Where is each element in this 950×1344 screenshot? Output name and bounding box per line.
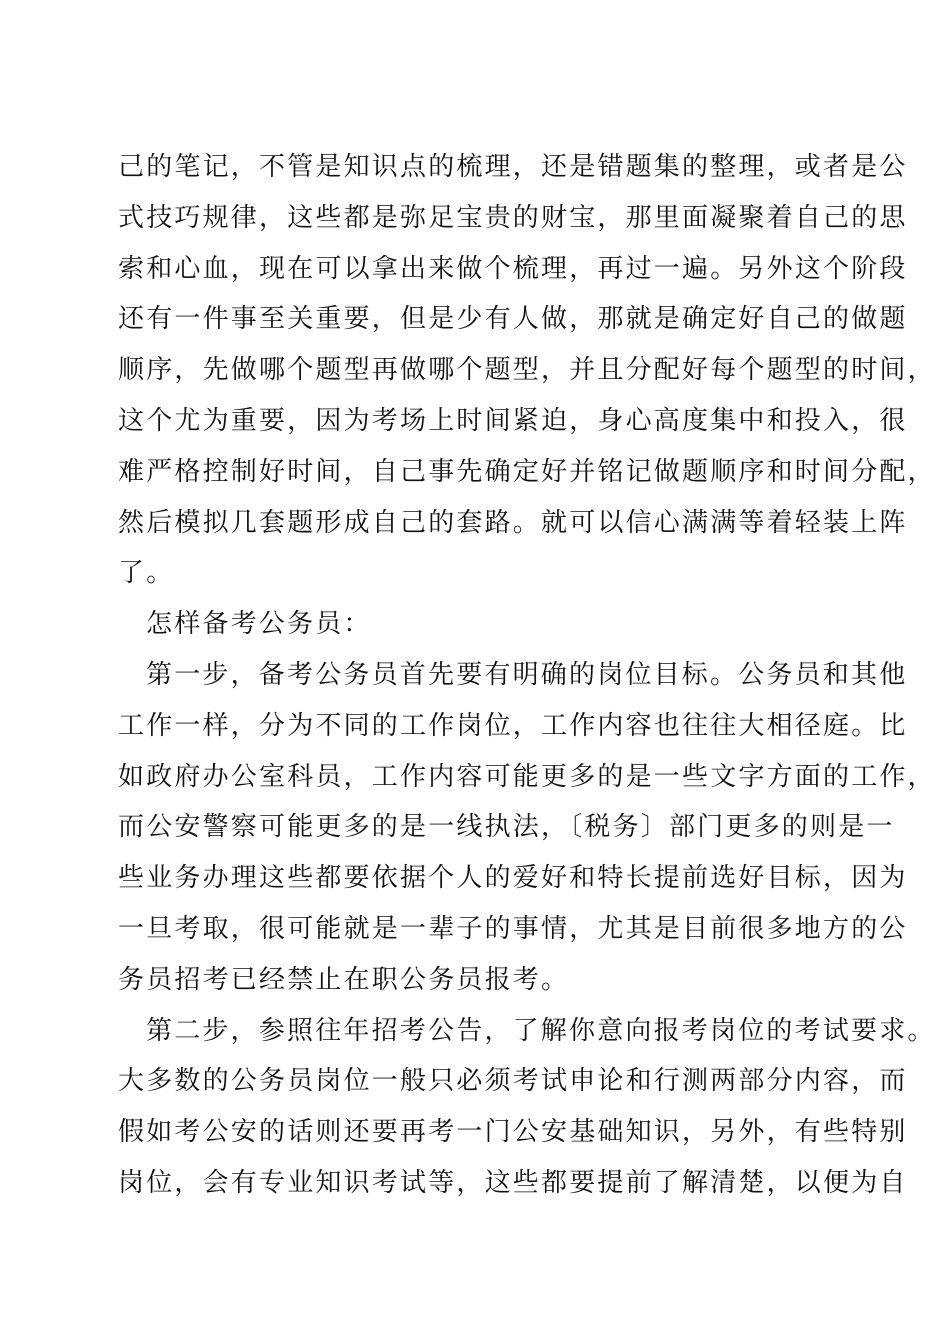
text-line: 假如考公安的话则还要再考一门公安基础知识，另外，有些特别 <box>118 1117 908 1148</box>
text-line: 而公安警察可能更多的是一线执法，〔税务〕部门更多的则是一 <box>118 812 895 843</box>
text-line: 工作一样，分为不同的工作岗位，工作内容也往往大相径庭。比 <box>118 710 908 741</box>
text-line: 务员招考已经禁止在职公务员报考。 <box>118 964 570 995</box>
text-line: 大多数的公务员岗位一般只必须考试申论和行测两部分内容，而 <box>118 1066 908 1097</box>
text-line: 岗位，会有专业知识考试等，这些都要提前了解清楚，以便为自 <box>118 1167 908 1198</box>
text-line: 如政府办公室科员，工作内容可能更多的是一些文字方面的工作， <box>118 761 936 792</box>
text-line: 式技巧规律，这些都是弥足宝贵的财宝，那里面凝聚着自己的思 <box>118 202 908 233</box>
text-line: 还有一件事至关重要，但是少有人做，那就是确定好自己的做题 <box>118 304 908 335</box>
text-line: 顺序，先做哪个题型再做哪个题型，并且分配好每个题型的时间， <box>118 355 936 386</box>
text-line: 些业务办理这些都要依据个人的爱好和特长提前选好目标，因为 <box>118 863 908 894</box>
text-line: 索和心血，现在可以拿出来做个梳理，再过一遍。另外这个阶段 <box>118 253 908 284</box>
text-line: 第一步，备考公务员首先要有明确的岗位目标。公务员和其他 <box>146 659 908 690</box>
text-line: 这个尤为重要，因为考场上时间紧迫，身心高度集中和投入，很 <box>118 405 908 436</box>
text-line: 己的笔记，不管是知识点的梳理，还是错题集的整理，或者是公 <box>118 152 908 182</box>
text-line: 了。 <box>118 558 175 589</box>
section-heading: 怎样备考公务员： <box>146 609 372 640</box>
text-line: 难严格控制好时间，自己事先确定好并铭记做题顺序和时间分配， <box>118 456 936 487</box>
text-line: 一旦考取，很可能就是一辈子的事情，尤其是目前很多地方的公 <box>118 913 908 944</box>
document-page <box>118 142 936 1209</box>
text-line: 第二步，参照往年招考公告，了解你意向报考岗位的考试要求。 <box>146 1015 936 1046</box>
text-line: 然后模拟几套题形成自己的套路。就可以信心满满等着轻装上阵 <box>118 507 908 538</box>
